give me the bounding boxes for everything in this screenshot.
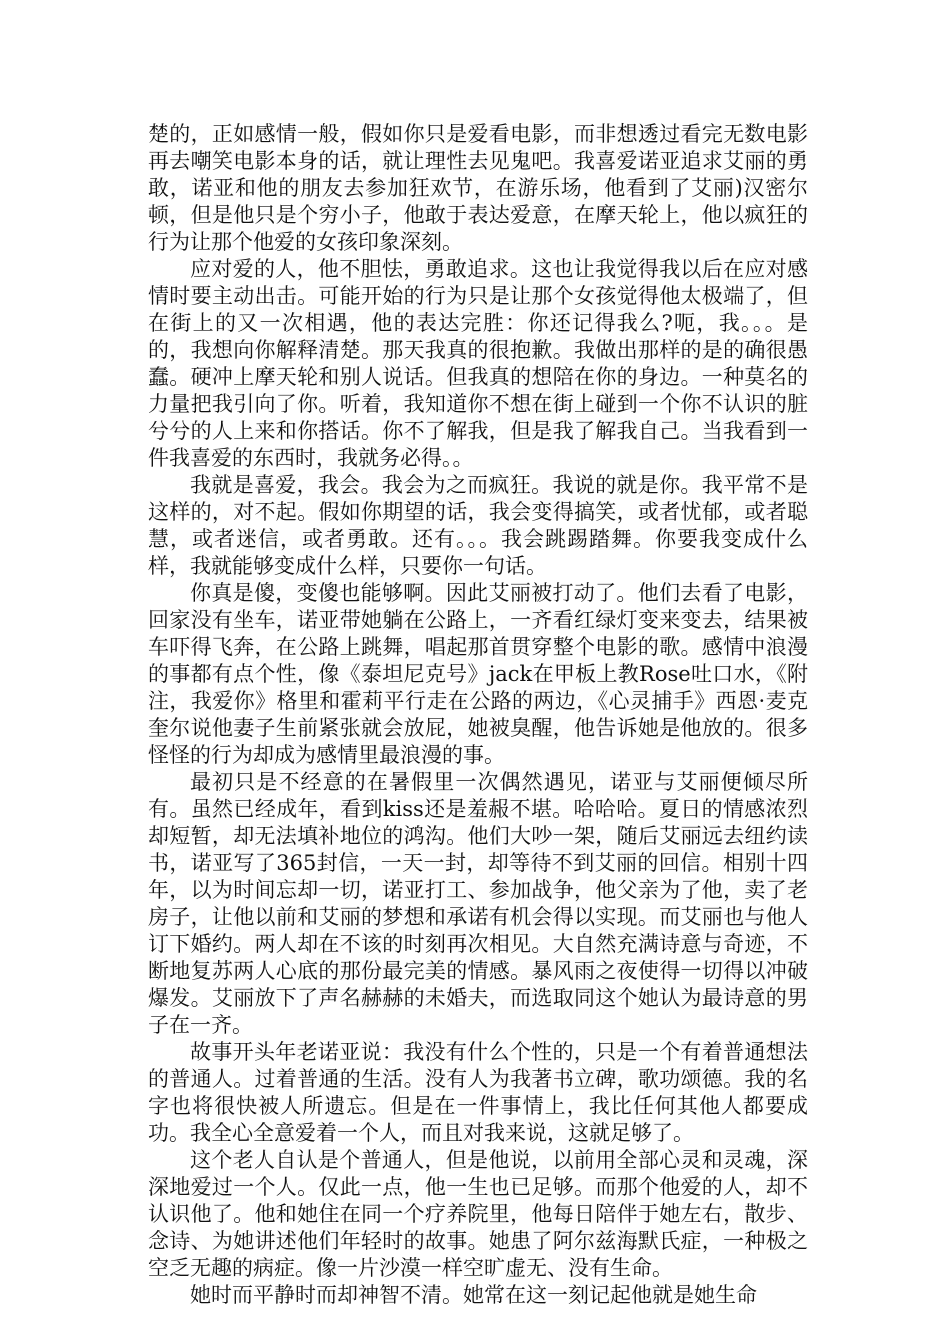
paragraph-6: 故事开头年老诺亚说：我没有什么个性的，只是一个有着普通想法的普通人。过着普通的生活。没有人为我著书立碑，歌功颂德。我的名字也将很快被人所遗忘。但是在一件事情上，我比任何其他人都要成功。我全心全意爱着一个人，而且对我来说，这就足够了。 xyxy=(148,1040,808,1145)
paragraph-8: 她时而平静时而却神智不清。她常在这一刻记起他就是她生命 xyxy=(190,1283,757,1307)
paragraph-4: 你真是傻，变傻也能够啊。因此艾丽被打动了。他们去看了电影，回家没有坐车，诺亚带她躺在公路上，一齐看红绿灯变来变去，结果被车吓得飞奔，在公路上跳舞，唱起那首贯穿整个电影的歌。感情中浪漫的事都有点个性，像《泰坦尼克号》jack在甲板上教Rose吐口水，《附注，我爱你》格里和霍莉平行走在公路的两边，《心灵捕手》西恩·麦克奎尔说他妻子生前紧张就会放屁，她被臭醒，他告诉她是他放的。很多怪怪的行为却成为感情里最浪漫的事。 xyxy=(148,581,808,767)
document-body xyxy=(148,121,808,1309)
paragraph-3: 我就是喜爱，我会。我会为之而疯狂。我说的就是你。我平常不是这样的，对不起。假如你期望的话，我会变得搞笑，或者忧郁，或者聪慧，或者迷信，或者勇敢。还有。。。我会跳踢踏舞。你要我变成什么样，我就能够变成什么样，只要你一句话。 xyxy=(148,473,808,578)
paragraph-1: 楚的，正如感情一般，假如你只是爱看电影，而非想透过看完无数电影再去嘲笑电影本身的话，就让理性去见鬼吧。我喜爱诺亚追求艾丽的勇敢，诺亚和他的朋友去参加狂欢节，在游乐场，他看到了艾丽)汉密尔顿，但是他只是个穷小子，他敢于表达爱意，在摩天轮上，他以疯狂的行为让那个他爱的女孩印象深刻。 xyxy=(148,122,808,254)
paragraph-2: 应对爱的人，他不胆怯，勇敢追求。这也让我觉得我以后在应对感情时要主动出击。可能开始的行为只是让那个女孩觉得他太极端了，但在街上的又一次相遇，他的表达完胜：你还记得我么?呃，我。。。是的，我想向你解释清楚。那天我真的很抱歉。我做出那样的是的确很愚蠢。硬冲上摩天轮和别人说话。但我真的想陪在你的身边。一种莫名的力量把我引向了你。听着，我知道你不想在街上碰到一个你不认识的脏兮兮的人上来和你搭话。你不了解我，但是我了解我自己。当我看到一件我喜爱的东西时，我就务必得。。 xyxy=(148,257,808,470)
paragraph-7: 这个老人自认是个普通人，但是他说，以前用全部心灵和灵魂，深深地爱过一个人。仅此一点，他一生也已足够。而那个他爱的人，却不认识他了。他和她住在同一个疗养院里，他每日陪伴于她左右，散步、念诗、为她讲述他们年轻时的故事。她患了阿尔兹海默氏症，一种极之空乏无趣的病症。像一片沙漠一样空旷虚无、没有生命。 xyxy=(148,1148,808,1280)
paragraph-5: 最初只是不经意的在暑假里一次偶然遇见，诺亚与艾丽便倾尽所有。虽然已经成年，看到kiss还是羞赧不堪。哈哈哈。夏日的情感浓烈却短暂，却无法填补地位的鸿沟。他们大吵一架，随后艾丽远去纽约读书，诺亚写了365封信，一天一封，却等待不到艾丽的回信。相别十四年，以为时间忘却一切，诺亚打工、参加战争，他父亲为了他，卖了老房子，让他以前和艾丽的梦想和承诺有机会得以实现。而艾丽也与他人订下婚约。两人却在不该的时刻再次相见。大自然充满诗意与奇迹，不断地复苏两人心底的那份最完美的情感。暴风雨之夜使得一切得以冲破爆发。艾丽放下了声名赫赫的未婚夫，而选取同这个她认为最诗意的男子在一齐。 xyxy=(148,770,808,1037)
